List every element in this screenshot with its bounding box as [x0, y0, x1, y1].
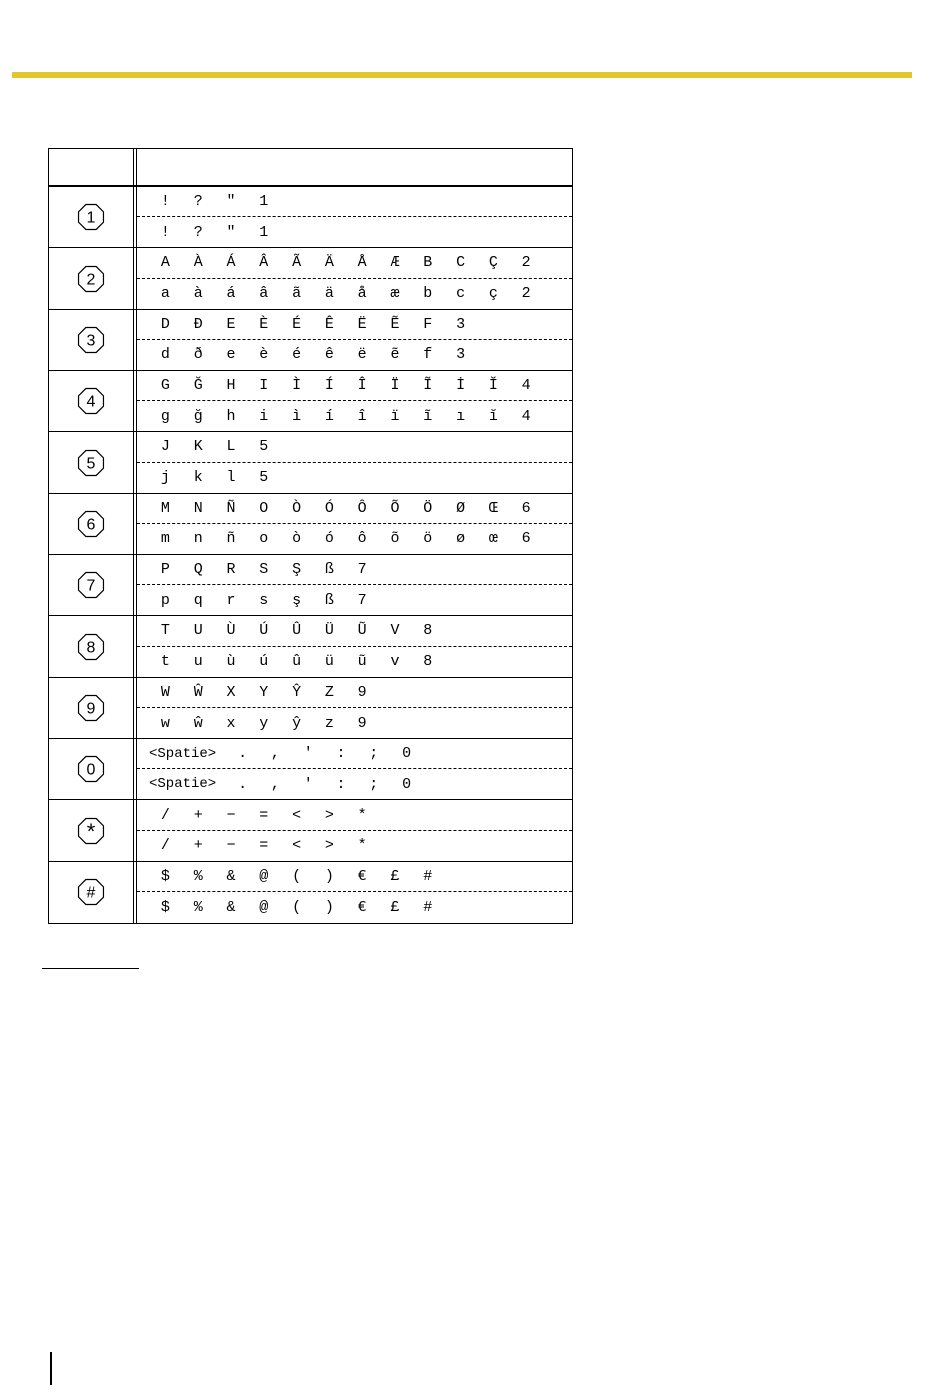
character-glyph: Õ	[390, 499, 400, 517]
character-glyph: =	[259, 806, 269, 824]
uppercase-characters	[137, 555, 572, 585]
character-glyph: j	[160, 469, 170, 487]
character-glyph: £	[390, 868, 400, 886]
key-label: 6	[86, 516, 96, 534]
key-cell	[49, 739, 137, 799]
character-glyph: N	[193, 499, 203, 517]
header-key-cell	[49, 149, 137, 185]
table-header	[49, 149, 572, 187]
character-glyph: =	[259, 837, 269, 855]
uppercase-characters	[137, 800, 572, 830]
key-label: 1	[86, 209, 96, 227]
character-glyph: 7	[357, 591, 367, 609]
key-label: 7	[86, 577, 96, 595]
character-glyph: Û	[292, 622, 302, 640]
character-glyph: Ŷ	[292, 683, 302, 701]
characters-cell	[137, 310, 572, 370]
character-glyph: V	[390, 622, 400, 640]
character-glyph: İ	[456, 377, 466, 395]
character-glyph: û	[292, 653, 302, 671]
character-glyph: 2	[521, 285, 531, 303]
character-glyph: 9	[357, 683, 367, 701]
character-glyph: /	[160, 837, 170, 855]
characters-cell	[137, 616, 572, 676]
character-glyph: ñ	[226, 530, 236, 548]
character-glyph: p	[160, 591, 170, 609]
character-glyph: Ö	[423, 499, 433, 517]
character-glyph: −	[226, 837, 236, 855]
character-glyph: :	[336, 775, 346, 793]
lowercase-characters	[137, 401, 572, 431]
character-glyph: L	[226, 438, 236, 456]
character-glyph: .	[238, 745, 248, 763]
character-glyph: !	[160, 193, 170, 211]
character-glyph: 8	[423, 622, 433, 640]
header-characters-cell	[137, 149, 572, 185]
character-glyph: E	[226, 315, 236, 333]
character-glyph: G	[160, 377, 170, 395]
character-glyph: Ğ	[193, 377, 203, 395]
character-glyph: ù	[226, 653, 236, 671]
key-label: 0	[86, 761, 96, 779]
character-glyph: (	[292, 899, 302, 917]
character-table	[48, 148, 573, 924]
character-glyph: &	[226, 868, 236, 886]
character-glyph: Á	[226, 254, 236, 272]
character-glyph: S	[259, 561, 269, 579]
character-glyph: '	[303, 775, 313, 793]
key-row	[49, 310, 572, 371]
character-glyph: <	[292, 837, 302, 855]
character-glyph: "	[226, 223, 236, 241]
character-glyph: 8	[423, 653, 433, 671]
key-cell	[49, 800, 137, 860]
key-label: *	[86, 818, 96, 844]
character-glyph: w	[160, 714, 170, 732]
header-accent-rule	[12, 72, 912, 78]
character-glyph: Œ	[488, 499, 498, 517]
character-glyph: ô	[357, 530, 367, 548]
lowercase-characters	[137, 892, 572, 923]
character-glyph: Ĭ	[488, 377, 498, 395]
key-label: 5	[86, 455, 96, 473]
character-glyph: 2	[521, 254, 531, 272]
characters-cell	[137, 494, 572, 554]
character-glyph: @	[259, 899, 269, 917]
character-glyph: ?	[193, 193, 203, 211]
character-glyph: ø	[456, 530, 466, 548]
uppercase-characters	[137, 310, 572, 340]
character-glyph: $	[160, 868, 170, 886]
character-glyph: >	[324, 837, 334, 855]
character-glyph: )	[324, 899, 334, 917]
uppercase-characters	[137, 616, 572, 646]
character-glyph: .	[238, 775, 248, 793]
key-label: 4	[86, 393, 96, 411]
character-glyph: c	[456, 285, 466, 303]
character-glyph: Í	[324, 377, 334, 395]
character-glyph: Å	[357, 254, 367, 272]
character-glyph: Ü	[324, 622, 334, 640]
character-glyph: œ	[488, 530, 498, 548]
character-glyph: )	[324, 868, 334, 886]
character-glyph: g	[160, 407, 170, 425]
character-glyph: ı	[456, 407, 466, 425]
character-glyph: M	[160, 499, 170, 517]
lowercase-characters	[137, 463, 572, 493]
key-row	[49, 494, 572, 555]
character-glyph: 4	[521, 377, 531, 395]
key-cell	[49, 555, 137, 615]
character-glyph: d	[160, 346, 170, 364]
character-glyph: Ô	[357, 499, 367, 517]
character-glyph: 5	[259, 438, 269, 456]
page-margin-bar	[50, 1352, 52, 1385]
character-glyph: Ë	[357, 315, 367, 333]
character-glyph: â	[259, 285, 269, 303]
character-glyph: u	[193, 653, 203, 671]
character-glyph: k	[193, 469, 203, 487]
character-glyph: Ũ	[357, 622, 367, 640]
character-glyph: å	[357, 285, 367, 303]
character-glyph: #	[423, 868, 433, 886]
character-glyph: x	[226, 714, 236, 732]
characters-cell	[137, 371, 572, 431]
character-glyph: Y	[259, 683, 269, 701]
character-glyph: £	[390, 899, 400, 917]
characters-cell	[137, 678, 572, 738]
character-glyph: Ã	[292, 254, 302, 272]
character-glyph: ğ	[193, 407, 203, 425]
character-glyph: q	[193, 591, 203, 609]
character-glyph: Ù	[226, 622, 236, 640]
uppercase-characters	[137, 248, 572, 278]
character-glyph: <Spatie>	[149, 776, 217, 793]
character-glyph: ĭ	[488, 407, 498, 425]
key-cell	[49, 371, 137, 431]
key-cell	[49, 248, 137, 308]
character-glyph: Ì	[292, 377, 302, 395]
character-glyph: J	[160, 438, 170, 456]
key-star-icon	[76, 816, 106, 846]
character-glyph: U	[193, 622, 203, 640]
character-glyph: ;	[369, 745, 379, 763]
character-glyph: Z	[324, 683, 334, 701]
character-glyph: €	[357, 868, 367, 886]
character-glyph: Ê	[324, 315, 334, 333]
footnote-rule	[42, 968, 139, 969]
character-glyph: ó	[324, 530, 334, 548]
character-glyph: 6	[521, 499, 531, 517]
character-glyph: è	[259, 346, 269, 364]
character-glyph: á	[226, 285, 236, 303]
character-glyph: ü	[324, 653, 334, 671]
key-0-icon	[76, 754, 106, 784]
lowercase-characters	[137, 647, 572, 677]
key-cell	[49, 187, 137, 247]
key-row	[49, 678, 572, 739]
character-glyph: F	[423, 315, 433, 333]
key-label: 8	[86, 639, 96, 657]
key-row	[49, 800, 572, 861]
character-glyph: −	[226, 806, 236, 824]
key-label: #	[86, 884, 96, 902]
character-glyph: 0	[402, 745, 412, 763]
lowercase-characters	[137, 831, 572, 861]
character-glyph: 5	[259, 469, 269, 487]
key-label: 9	[86, 700, 96, 718]
character-glyph: e	[226, 346, 236, 364]
character-glyph: ã	[292, 285, 302, 303]
character-glyph: ş	[292, 591, 302, 609]
character-glyph: õ	[390, 530, 400, 548]
character-glyph: Â	[259, 254, 269, 272]
character-glyph: <	[292, 806, 302, 824]
key-label: 2	[86, 271, 96, 289]
key-9-icon	[76, 693, 106, 723]
character-glyph: <Spatie>	[149, 745, 217, 762]
character-glyph: æ	[390, 285, 400, 303]
lowercase-characters	[137, 585, 572, 615]
character-glyph: ç	[488, 285, 498, 303]
character-glyph: ë	[357, 346, 367, 364]
key-row	[49, 432, 572, 493]
key-hash-icon	[76, 877, 106, 907]
character-glyph: Ó	[324, 499, 334, 517]
character-glyph: ,	[270, 775, 280, 793]
character-glyph: *	[357, 837, 367, 855]
character-glyph: >	[324, 806, 334, 824]
character-glyph: 6	[521, 530, 531, 548]
character-glyph: s	[259, 591, 269, 609]
character-glyph: P	[160, 561, 170, 579]
character-glyph: Đ	[193, 315, 203, 333]
key-cell	[49, 494, 137, 554]
character-glyph: Ø	[456, 499, 466, 517]
character-glyph: ö	[423, 530, 433, 548]
character-glyph: í	[324, 407, 334, 425]
character-glyph: '	[303, 745, 313, 763]
character-glyph: a	[160, 285, 170, 303]
character-glyph: $	[160, 899, 170, 917]
character-glyph: t	[160, 653, 170, 671]
lowercase-characters	[137, 340, 572, 370]
lowercase-characters	[137, 769, 572, 799]
character-glyph: ð	[193, 346, 203, 364]
key-cell	[49, 678, 137, 738]
key-row	[49, 187, 572, 248]
character-glyph: Ä	[324, 254, 334, 272]
characters-cell	[137, 432, 572, 492]
character-glyph: y	[259, 714, 269, 732]
uppercase-characters	[137, 371, 572, 401]
character-glyph: z	[324, 714, 334, 732]
character-glyph: n	[193, 530, 203, 548]
character-glyph: D	[160, 315, 170, 333]
uppercase-characters	[137, 678, 572, 708]
character-glyph: W	[160, 683, 170, 701]
key-1-icon	[76, 202, 106, 232]
key-4-icon	[76, 386, 106, 416]
character-glyph: ũ	[357, 653, 367, 671]
character-glyph: ?	[193, 223, 203, 241]
character-glyph: Ẽ	[390, 315, 400, 333]
lowercase-characters	[137, 524, 572, 554]
character-glyph: Ú	[259, 622, 269, 640]
character-glyph: (	[292, 868, 302, 886]
character-glyph: "	[226, 193, 236, 211]
character-glyph: l	[226, 469, 236, 487]
character-glyph: ú	[259, 653, 269, 671]
character-glyph: f	[423, 346, 433, 364]
character-glyph: R	[226, 561, 236, 579]
character-glyph: Ñ	[226, 499, 236, 517]
character-glyph: ,	[270, 745, 280, 763]
character-glyph: Ï	[390, 377, 400, 395]
character-glyph: H	[226, 377, 236, 395]
key-row	[49, 862, 572, 923]
character-glyph: 3	[456, 315, 466, 333]
key-6-icon	[76, 509, 106, 539]
key-cell	[49, 862, 137, 923]
character-glyph: I	[259, 377, 269, 395]
character-glyph: à	[193, 285, 203, 303]
character-glyph: ê	[324, 346, 334, 364]
characters-cell	[137, 739, 572, 799]
character-glyph: Ò	[292, 499, 302, 517]
character-glyph: X	[226, 683, 236, 701]
character-glyph: ì	[292, 407, 302, 425]
key-cell	[49, 432, 137, 492]
character-glyph: %	[193, 868, 203, 886]
characters-cell	[137, 800, 572, 860]
character-glyph: i	[259, 407, 269, 425]
character-glyph: Ŵ	[193, 683, 203, 701]
key-cell	[49, 310, 137, 370]
uppercase-characters	[137, 187, 572, 217]
character-glyph: /	[160, 806, 170, 824]
characters-cell	[137, 555, 572, 615]
character-glyph: 9	[357, 714, 367, 732]
character-glyph: m	[160, 530, 170, 548]
character-glyph: Ç	[488, 254, 498, 272]
character-glyph: À	[193, 254, 203, 272]
character-glyph: €	[357, 899, 367, 917]
key-row	[49, 616, 572, 677]
character-glyph: ẽ	[390, 346, 400, 364]
character-glyph: 4	[521, 407, 531, 425]
character-glyph: 3	[456, 346, 466, 364]
character-glyph: T	[160, 622, 170, 640]
character-glyph: é	[292, 346, 302, 364]
character-glyph: :	[336, 745, 346, 763]
character-glyph: ŵ	[193, 714, 203, 732]
character-glyph: !	[160, 223, 170, 241]
character-glyph: 1	[259, 223, 269, 241]
character-glyph: 1	[259, 193, 269, 211]
character-glyph: o	[259, 530, 269, 548]
characters-cell	[137, 862, 572, 923]
key-8-icon	[76, 632, 106, 662]
character-glyph: ï	[390, 407, 400, 425]
character-glyph: C	[456, 254, 466, 272]
character-glyph: #	[423, 899, 433, 917]
key-5-icon	[76, 448, 106, 478]
character-glyph: È	[259, 315, 269, 333]
character-glyph: K	[193, 438, 203, 456]
character-glyph: ŷ	[292, 714, 302, 732]
character-glyph: @	[259, 868, 269, 886]
character-glyph: Q	[193, 561, 203, 579]
key-2-icon	[76, 264, 106, 294]
key-row	[49, 248, 572, 309]
character-glyph: A	[160, 254, 170, 272]
character-glyph: ä	[324, 285, 334, 303]
character-glyph: +	[193, 837, 203, 855]
key-7-icon	[76, 570, 106, 600]
character-glyph: ß	[324, 591, 334, 609]
character-glyph: B	[423, 254, 433, 272]
character-glyph: h	[226, 407, 236, 425]
character-glyph: ò	[292, 530, 302, 548]
uppercase-characters	[137, 494, 572, 524]
character-glyph: 7	[357, 561, 367, 579]
character-glyph: %	[193, 899, 203, 917]
character-glyph: O	[259, 499, 269, 517]
uppercase-characters	[137, 862, 572, 893]
character-glyph: ;	[369, 775, 379, 793]
character-glyph: î	[357, 407, 367, 425]
character-glyph: &	[226, 899, 236, 917]
lowercase-characters	[137, 279, 572, 309]
character-glyph: ĩ	[423, 407, 433, 425]
lowercase-characters	[137, 708, 572, 738]
character-glyph: ß	[324, 561, 334, 579]
key-row	[49, 371, 572, 432]
character-glyph: b	[423, 285, 433, 303]
characters-cell	[137, 248, 572, 308]
character-glyph: É	[292, 315, 302, 333]
character-glyph: v	[390, 653, 400, 671]
key-row	[49, 555, 572, 616]
character-glyph: +	[193, 806, 203, 824]
character-glyph: Æ	[390, 254, 400, 272]
key-cell	[49, 616, 137, 676]
character-glyph: Ĩ	[423, 377, 433, 395]
characters-cell	[137, 187, 572, 247]
uppercase-characters	[137, 739, 572, 769]
character-glyph: Î	[357, 377, 367, 395]
uppercase-characters	[137, 432, 572, 462]
key-3-icon	[76, 325, 106, 355]
key-label: 3	[86, 332, 96, 350]
key-row	[49, 739, 572, 800]
character-glyph: r	[226, 591, 236, 609]
lowercase-characters	[137, 217, 572, 247]
character-glyph: Ş	[292, 561, 302, 579]
character-glyph: 0	[402, 775, 412, 793]
character-glyph: *	[357, 806, 367, 824]
